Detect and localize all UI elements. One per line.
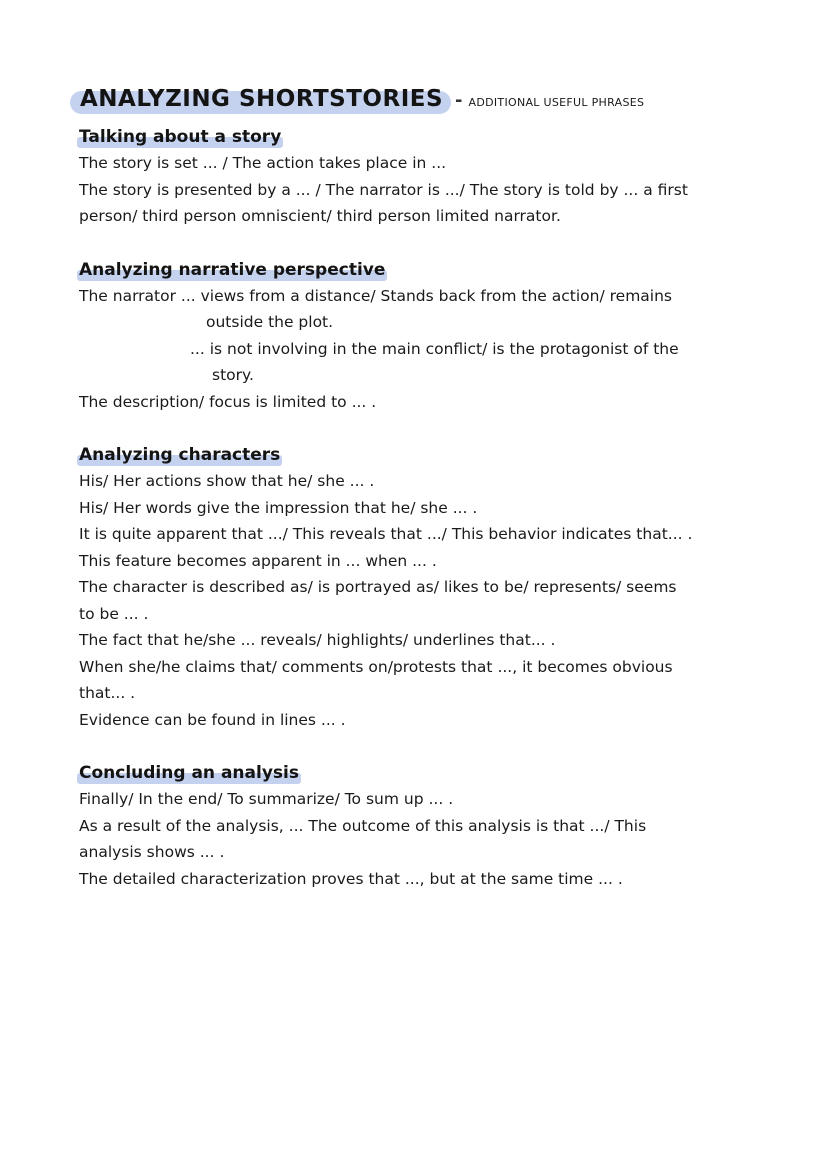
phrase-line: The story is presented by a ... / The narrator is .../ The story is told by ... a first bbox=[79, 180, 688, 199]
phrase-line: His/ Her actions show that he/ she ... . bbox=[79, 472, 375, 490]
title-dash: - bbox=[455, 90, 463, 111]
phrase-line: The description/ focus is limited to ... . bbox=[79, 392, 377, 411]
phrase-line: to be ... . bbox=[79, 604, 149, 623]
phrase-line: This feature becomes apparent in ... when ... . bbox=[79, 551, 437, 570]
page-title: ANALYZING SHORTSTORIES bbox=[70, 84, 451, 114]
phrase-line: The narrator ... views from a distance/ Stands back from the action/ remains bbox=[79, 286, 672, 305]
section-concluding-analysis bbox=[79, 760, 769, 892]
phrase-line: outside the plot. bbox=[206, 313, 334, 331]
phrase-line: analysis shows ... . bbox=[79, 843, 225, 861]
phrase-line: It is quite apparent that .../ This reveals that .../ This behavior indicates that... . bbox=[79, 525, 693, 543]
spacer bbox=[79, 415, 769, 442]
section-talking-about-story bbox=[79, 124, 769, 230]
spacer bbox=[79, 733, 769, 760]
phrase-line: The character is described as/ is portrayed as/ likes to be/ represents/ seems bbox=[79, 578, 677, 596]
title-row bbox=[70, 84, 644, 114]
spacer bbox=[79, 230, 769, 257]
phrase-line: As a result of the analysis, ... The outcome of this analysis is that .../ This bbox=[79, 816, 647, 835]
phrase-line: The detailed characterization proves that ..., but at the same time ... . bbox=[79, 869, 623, 888]
phrase-line: When she/he claims that/ comments on/protests that ..., it becomes obvious bbox=[79, 657, 673, 676]
phrase-line: Finally/ In the end/ To summarize/ To sum up ... . bbox=[79, 790, 454, 808]
section-heading: Analyzing narrative perspective bbox=[79, 257, 385, 283]
phrase-line: ... is not involving in the main conflict/ is the protagonist of the bbox=[190, 339, 679, 358]
section-narrative-perspective bbox=[79, 257, 769, 416]
phrase-line: Evidence can be found in lines ... . bbox=[79, 710, 346, 729]
phrase-line: The story is set ... / The action takes place in ... bbox=[79, 154, 447, 172]
phrase-line: His/ Her words give the impression that he/ she ... . bbox=[79, 498, 478, 517]
phrase-line: person/ third person omniscient/ third person limited narrator. bbox=[79, 207, 561, 225]
content bbox=[79, 124, 769, 892]
section-heading: Concluding an analysis bbox=[79, 760, 299, 786]
phrase-line: The fact that he/she ... reveals/ highlights/ underlines that... . bbox=[79, 631, 556, 649]
section-heading: Talking about a story bbox=[79, 124, 281, 150]
phrase-line: that... . bbox=[79, 684, 136, 702]
section-analyzing-characters bbox=[79, 442, 769, 733]
section-heading: Analyzing characters bbox=[79, 442, 280, 468]
page-subtitle: ADDITIONAL USEFUL PHRASES bbox=[468, 96, 645, 109]
phrase-line: story. bbox=[212, 366, 254, 384]
